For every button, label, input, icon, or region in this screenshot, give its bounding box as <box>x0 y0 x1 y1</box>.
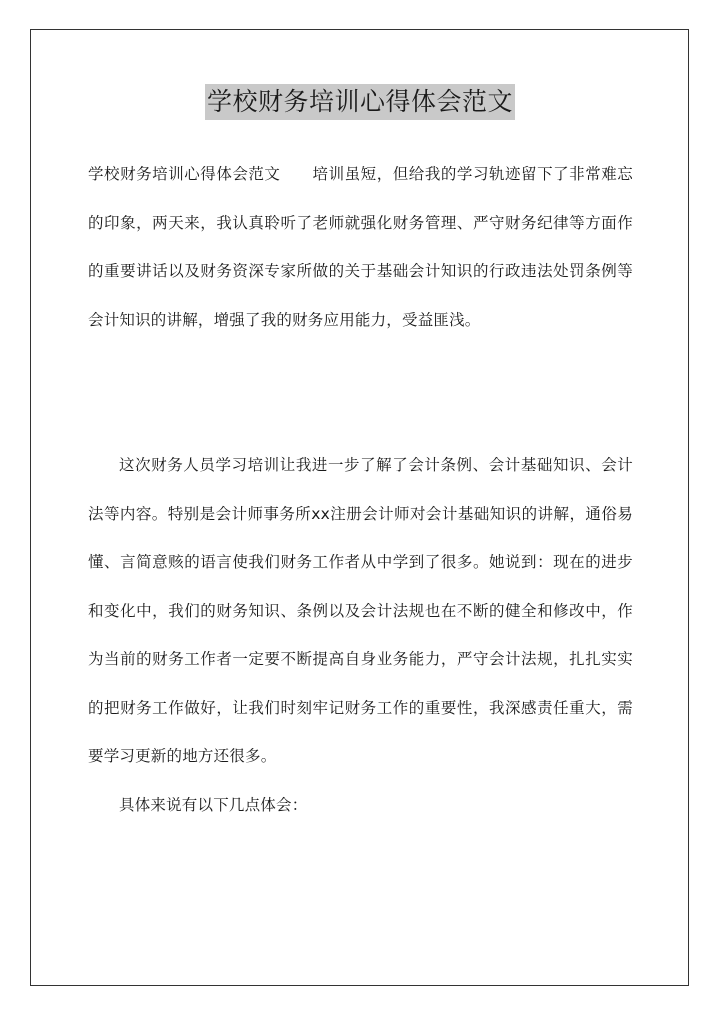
document-body <box>88 150 633 829</box>
paragraph-specific-points: 具体来说有以下几点体会： <box>119 795 308 814</box>
paragraph-spacer <box>88 344 633 441</box>
paragraph-training-content: 这次财务人员学习培训让我进一步了解了会计条例、会计基础知识、会计法等内容。特别是会计师事务所xx注册会计师对会计基础知识的讲解，通俗易懂、言简意赅的语言使我们财务工作者从中学到了很多。她说到：现在的进步和变化中，我们的财务知识、条例以及会计法规也在不断的健全和修改中，作为当前的财务工作者一定要不断提高自身业务能力，严守会计法规，扎扎实实的把财务工作做好，让我们时刻牢记财务工作的重要性，我深感责任重大，需要学习更新的地方还很多。 <box>88 456 633 765</box>
document-title: 学校财务培训心得体会范文 <box>205 84 515 120</box>
title-container <box>0 84 720 120</box>
paragraph-intro: 学校财务培训心得体会范文 培训虽短，但给我的学习轨迹留下了非常难忘的印象，两天来，我认真聆听了老师就强化财务管理、严守财务纪律等方面作的重要讲话以及财务资深专家所做的关于基础会计知识的行政违法处罚条例等会计知识的讲解，增强了我的财务应用能力，受益匪浅。 <box>88 165 633 329</box>
